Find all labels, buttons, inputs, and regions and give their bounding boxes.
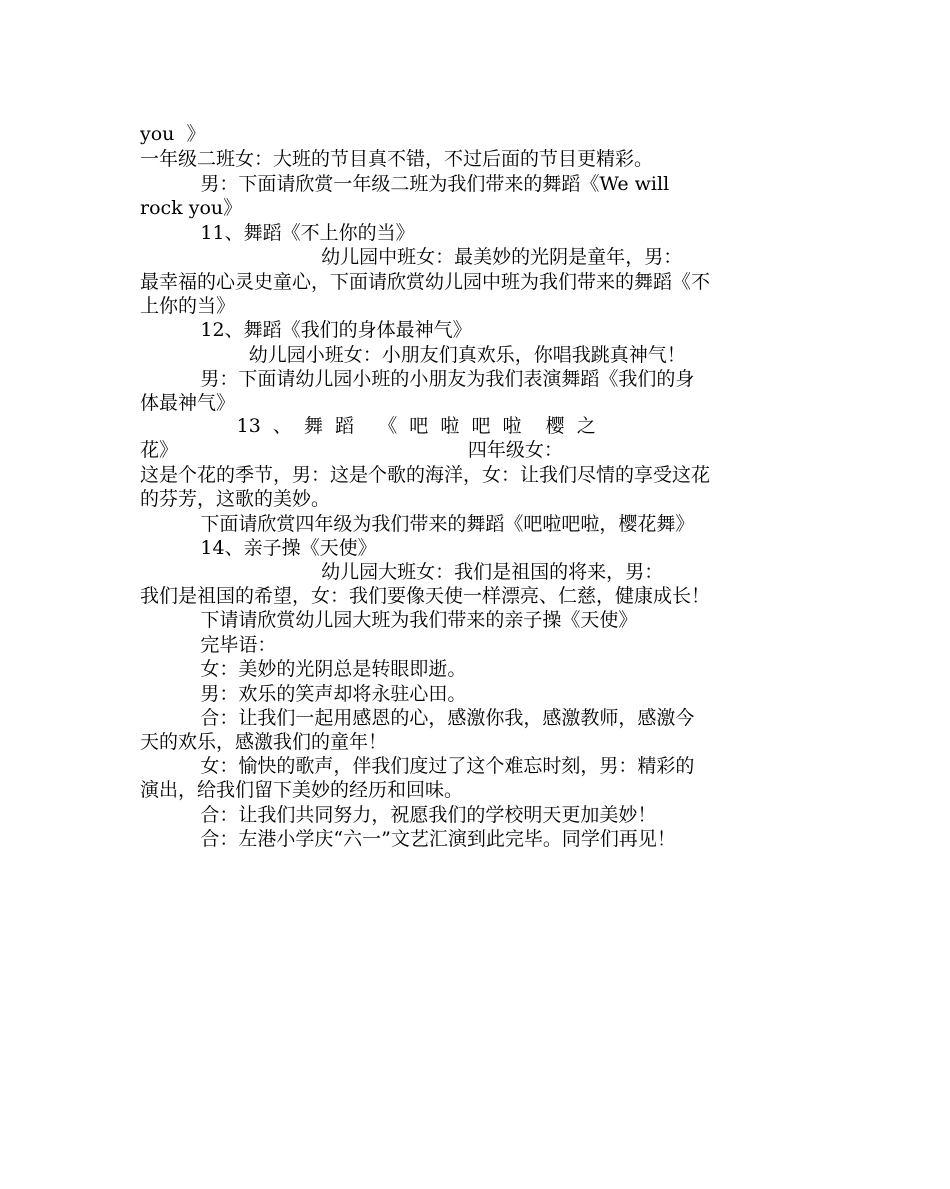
text-line: 合：左港小学庆“六一”文艺汇演到此完毕。同学们再见！ (140, 828, 676, 850)
text-line: 女：愉快的歌声，伴我们度过了这个难忘时刻，男：精彩的 (140, 755, 695, 777)
text-line: 幼儿园小班女：小朋友们真欢乐，你唱我跳真神气！ (140, 344, 686, 366)
text-line: 合：让我们一起用感恩的心，感激你我，感激教师，感激今 (140, 707, 695, 729)
text-line: you 》 (140, 123, 206, 145)
text-line: 天的欢乐，感激我们的童年！ (140, 731, 388, 753)
text-line: 演出，给我们留下美妙的经历和回味。 (140, 779, 464, 801)
text-line: 男：下面请幼儿园小班的小朋友为我们表演舞蹈《我们的身 (140, 368, 695, 390)
text-line: 幼儿园大班女：我们是祖国的将来，男： (140, 561, 664, 583)
text-line: 幼儿园中班女：最美妙的光阴是童年，男： (140, 246, 683, 268)
text-line: 体最神气》 (140, 392, 236, 414)
text-line: 最幸福的心灵史童心，下面请欣赏幼儿园中班为我们带来的舞蹈《不 (140, 271, 711, 293)
text-line: 上你的当》 (140, 295, 236, 317)
text-line: 11、舞蹈《不上你的当》 (140, 222, 415, 244)
text-line: 完毕语： (140, 634, 277, 656)
text-line: 的芬芳，这歌的美妙。 (140, 488, 331, 510)
text-line: 一年级二班女：大班的节目真不错，不过后面的节目更精彩。 (140, 148, 654, 170)
text-line: 下请请欣赏幼儿园大班为我们带来的亲子操《天使》 (140, 609, 638, 631)
text-line: rock you》 (140, 197, 243, 219)
text-line: 12、舞蹈《我们的身体最神气》 (140, 319, 472, 341)
text-line: 男：下面请欣赏一年级二班为我们带来的舞蹈《We will (140, 173, 670, 195)
text-line: 这是个花的季节，男：这是个歌的海洋，女：让我们尽情的享受这花 (140, 464, 711, 486)
text-line: 我们是祖国的希望，女：我们要像天使一样漂亮、仁慈，健康成长！ (140, 585, 711, 607)
text-line: 男：欢乐的笑声却将永驻心田。 (140, 683, 467, 705)
text-line: 13 、 舞 蹈 《 吧 啦 吧 啦 樱 之 (140, 415, 596, 437)
text-line: 14、亲子操《天使》 (140, 537, 377, 559)
text-line: 合：让我们共同努力，祝愿我们的学校明天更加美妙！ (140, 804, 657, 826)
text-line: 下面请欣赏四年级为我们带来的舞蹈《吧啦吧啦，樱花舞》 (140, 513, 695, 535)
text-line: 花》 四年级女： (140, 439, 563, 461)
text-line: 女：美妙的光阴总是转眼即逝。 (140, 658, 467, 680)
